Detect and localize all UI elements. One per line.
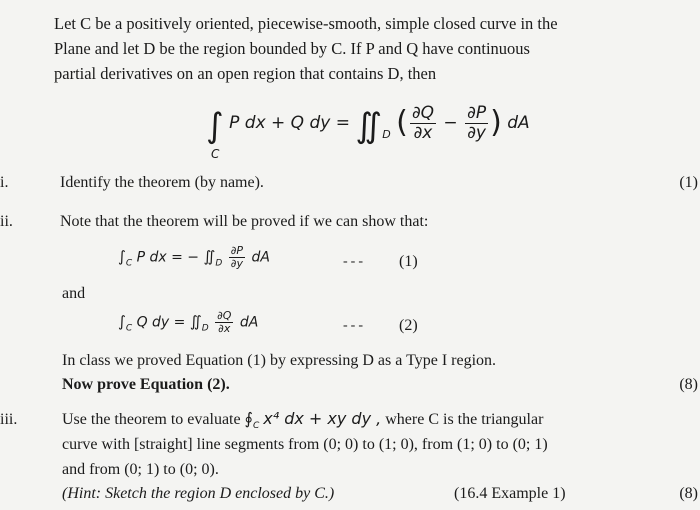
class-note: In class we proved Equation (1) by expressing D as a Type I region. — [62, 352, 497, 369]
dp-numerator: ∂P — [467, 103, 487, 123]
part-ii-number: ii. — [0, 213, 13, 230]
right-paren: ) — [490, 105, 502, 141]
equation-2 — [118, 310, 258, 335]
part-i-text: Identify the theorem (by name). — [60, 174, 264, 191]
eq1-label: (1) — [399, 253, 418, 270]
theorem-statement — [54, 11, 654, 86]
eq2-region-sub: D — [201, 323, 209, 334]
part-i-marks: (1) — [679, 174, 698, 191]
part-iii-number: iii. — [0, 411, 18, 428]
contour-integral-sign: ∫ — [206, 106, 224, 147]
eq1-dashes: --- — [343, 254, 366, 269]
intro-line-1: Let C be a positively oriented, piecewise-smooth, simple closed curve in the — [54, 14, 558, 33]
equation-1 — [118, 245, 270, 270]
part-iii-where: where C is the triangular — [385, 411, 544, 428]
hint-text: (Hint: Sketch the region D enclosed by C.) — [62, 485, 335, 502]
eq2-dashes: --- — [343, 318, 366, 333]
eq2-double-integral-sign: ∬ — [189, 312, 202, 331]
greens-theorem-equation — [206, 103, 530, 147]
eq2-lhs: Q dy = — [136, 314, 186, 331]
part-iii-line-3: and from (0; 1) to (0; 0). — [62, 461, 219, 478]
equation-tail: dA — [507, 113, 530, 134]
part-iii-intro: Use the theorem to evaluate — [62, 411, 241, 428]
contour-subscript: C — [211, 147, 220, 161]
double-integral-sign: ∬ — [355, 106, 383, 147]
line-integral-symbol: $∮_C$ — [244, 409, 260, 432]
equation-lhs: P dx + Q dy = — [229, 113, 350, 134]
line-integral-sign: ∫ — [118, 247, 126, 266]
eq2-numerator: ∂Q — [217, 309, 232, 322]
eq1-tail: dA — [251, 249, 270, 266]
eq2-line-integral-sign: ∫ — [118, 312, 126, 331]
dy-denominator: ∂y — [467, 122, 486, 143]
part-iii-marks: (8) — [679, 485, 698, 502]
eq1-region-sub: D — [215, 258, 223, 269]
and-word: and — [62, 285, 86, 302]
integrand: x⁴ dx + xy dy , — [263, 409, 382, 428]
eq1-numerator: ∂P — [230, 244, 244, 257]
part-ii-text: Note that the theorem will be proved if we can show that: — [60, 213, 429, 230]
eq1-denominator: ∂y — [230, 257, 243, 271]
eq2-tail: dA — [239, 314, 259, 331]
part-iii-line-1 — [62, 409, 543, 431]
textbook-reference: (16.4 Example 1) — [454, 485, 566, 502]
prove-instruction: Now prove Equation (2). — [62, 376, 230, 393]
dq-dx-fraction — [410, 104, 436, 142]
dq-numerator: ∂Q — [411, 103, 434, 123]
eq1-contour-sub: C — [125, 258, 133, 269]
eq2-label: (2) — [399, 317, 418, 334]
dx-denominator: ∂x — [413, 122, 433, 143]
minus-sign: − — [443, 113, 458, 134]
part-ii-marks: (8) — [679, 376, 698, 393]
part-i-number: i. — [0, 174, 9, 191]
left-paren: ( — [396, 105, 408, 141]
dp-dy-fraction — [465, 104, 488, 142]
intro-line-2: Plane and let D be the region bounded by C. If P and Q have continuous — [54, 39, 530, 58]
eq1-fraction — [229, 245, 245, 270]
eq2-denominator: ∂x — [218, 322, 231, 336]
eq2-fraction — [215, 310, 233, 335]
eq1-lhs: P dx = − — [136, 249, 200, 266]
region-subscript: D — [382, 128, 391, 142]
eq1-double-integral-sign: ∬ — [203, 247, 216, 266]
part-iii-line-2: curve with [straight] line segments from (0; 0) to (1; 0), from (1; 0) to (0; 1) — [62, 436, 548, 453]
intro-line-3: partial derivatives on an open region that contains D, then — [54, 64, 437, 83]
eq2-contour-sub: C — [125, 323, 133, 334]
